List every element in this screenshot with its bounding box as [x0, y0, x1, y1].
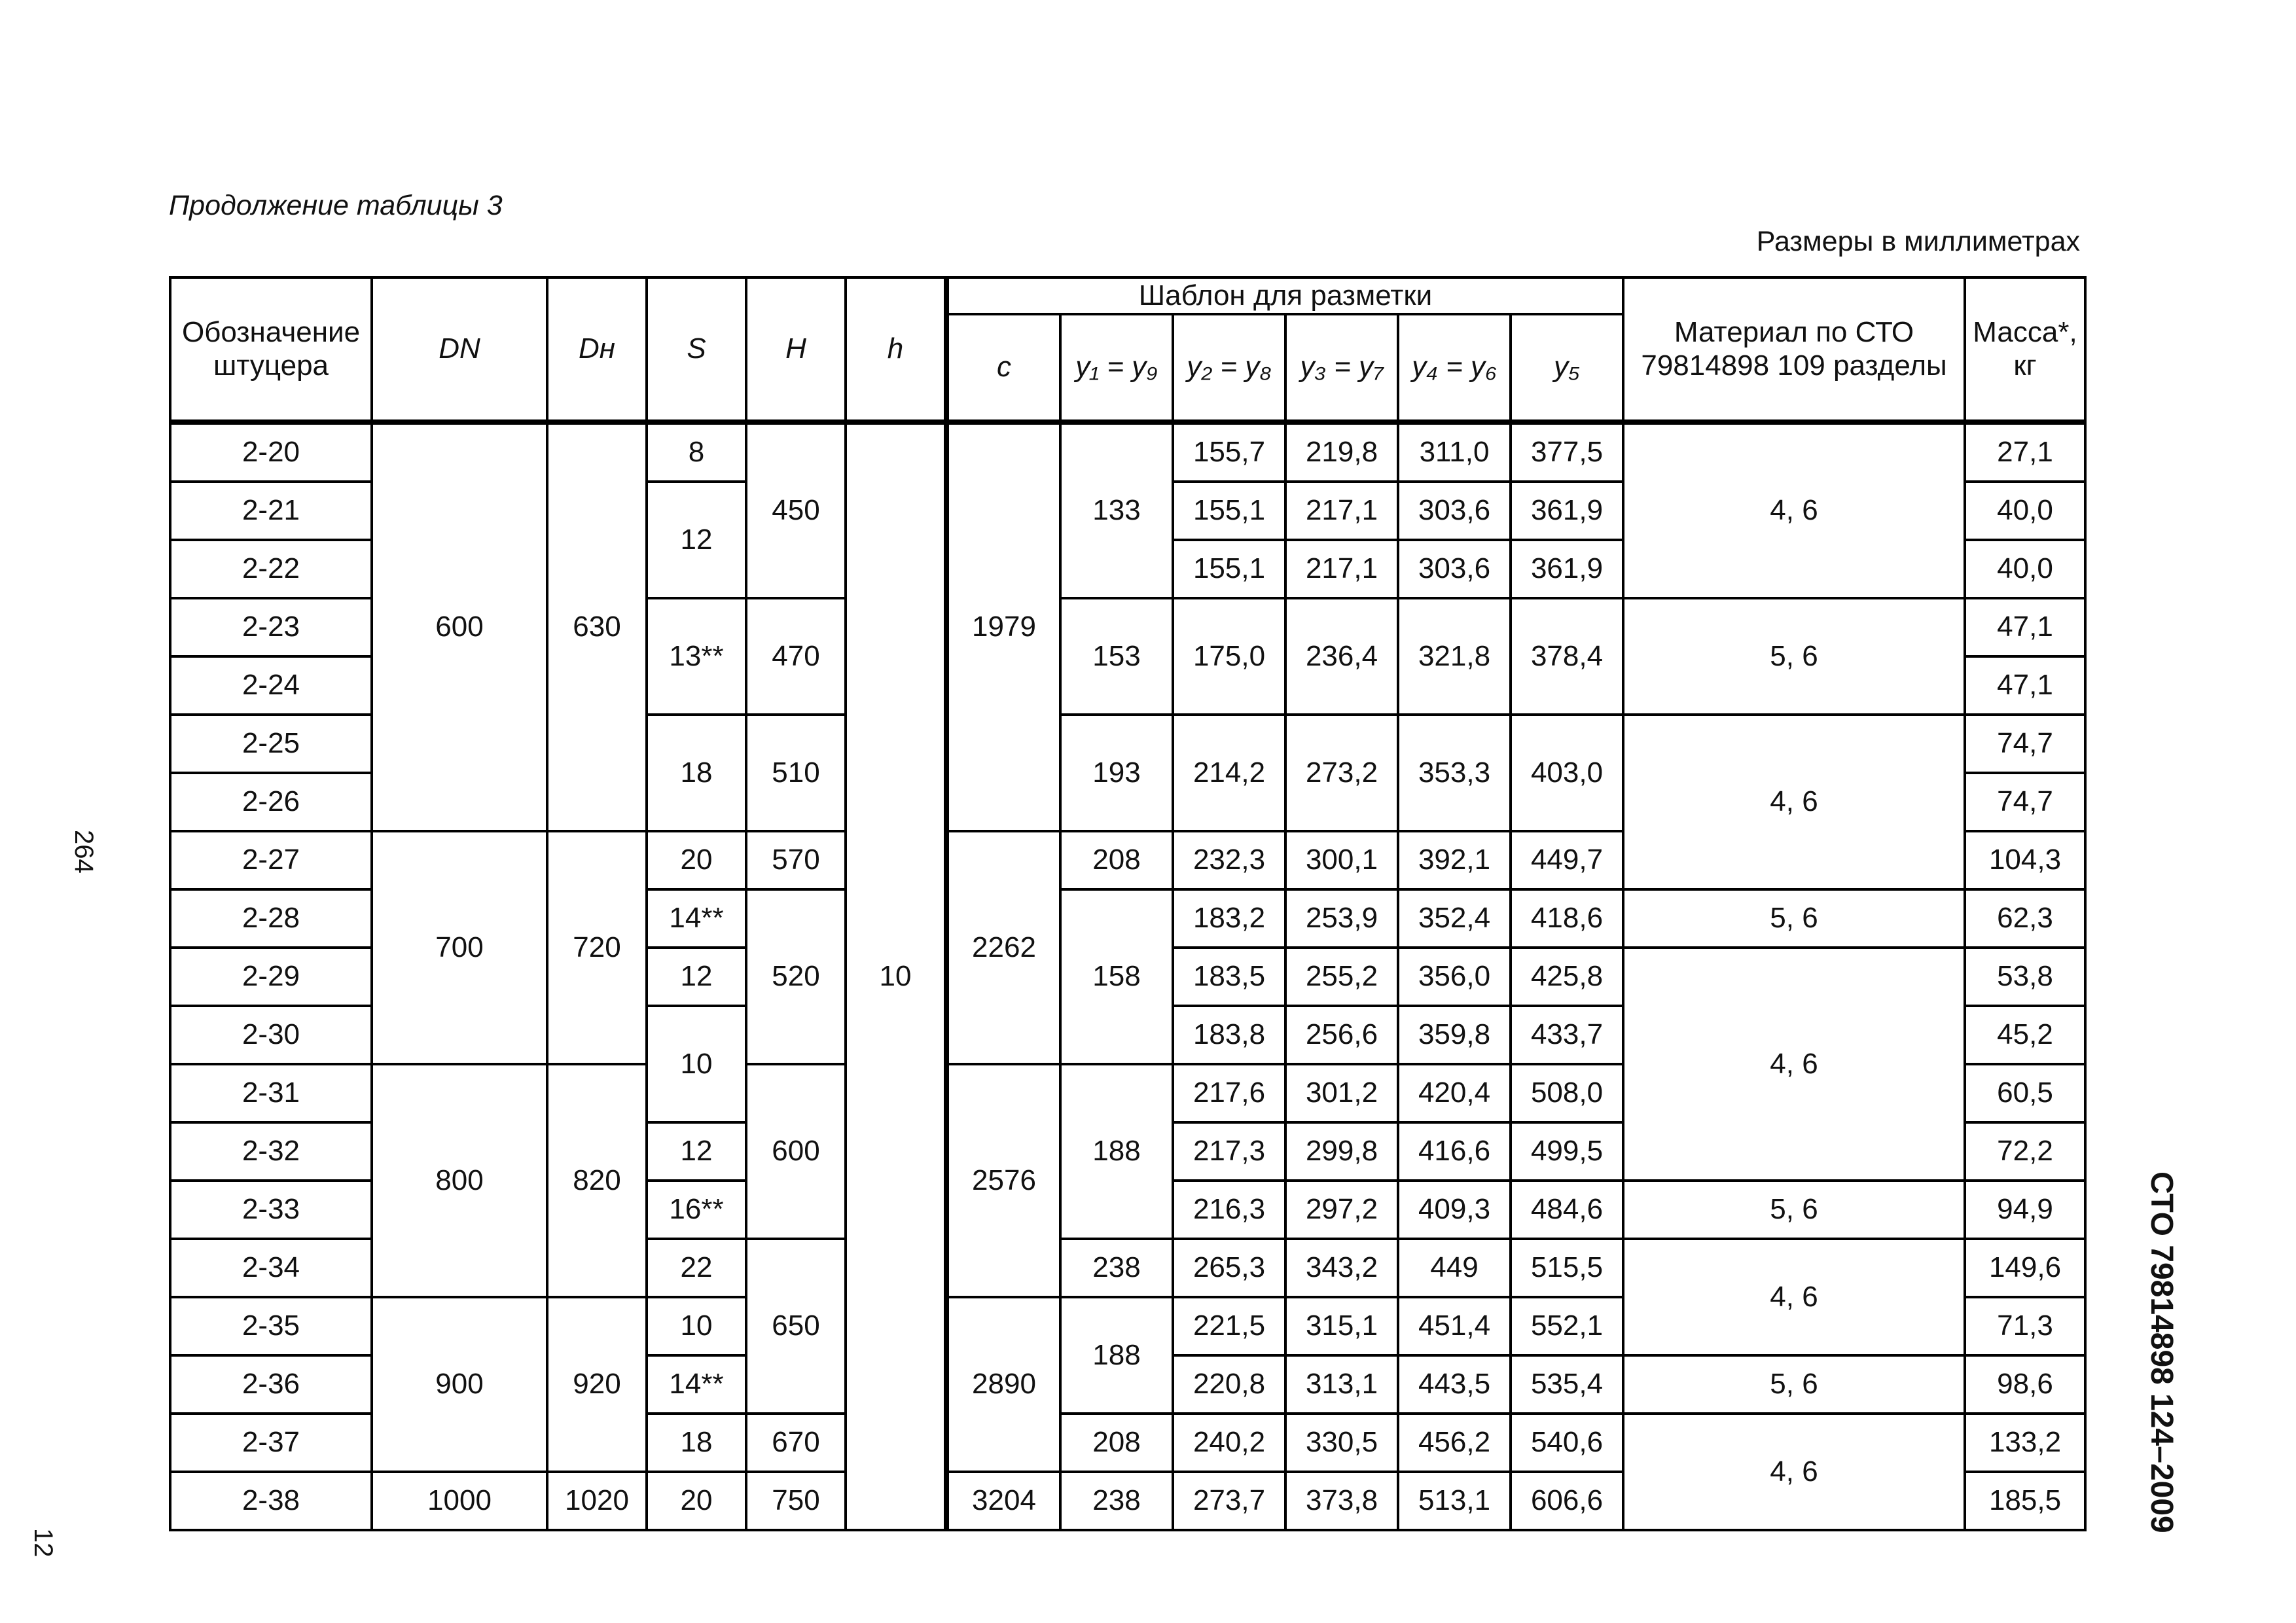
- cell-s: 18: [647, 715, 746, 831]
- cell-material: 5, 6: [1623, 1355, 1965, 1414]
- cell-y2: 155,1: [1173, 540, 1285, 598]
- cell-y5: 484,6: [1511, 1181, 1623, 1239]
- cell-y4: 303,6: [1398, 540, 1511, 598]
- cell-y5: 361,9: [1511, 482, 1623, 540]
- cell-s: 22: [647, 1239, 746, 1297]
- cell-y1: 133: [1060, 422, 1173, 598]
- cell-y2: 232,3: [1173, 831, 1285, 889]
- header-s: S: [647, 277, 746, 422]
- header-h: h: [846, 277, 945, 422]
- cell-y2: 155,7: [1173, 422, 1285, 482]
- cell-y3: 255,2: [1285, 948, 1398, 1006]
- cell-y1: 153: [1060, 598, 1173, 715]
- cell-mass: 27,1: [1965, 422, 2085, 482]
- cell-mass: 40,0: [1965, 482, 2085, 540]
- cell-designation: 2-20: [170, 422, 372, 482]
- cell-dn: 1000: [372, 1472, 547, 1530]
- cell-designation: 2-35: [170, 1297, 372, 1355]
- cell-designation: 2-25: [170, 715, 372, 773]
- cell-material: 4, 6: [1623, 715, 1965, 889]
- cell-y4: 356,0: [1398, 948, 1511, 1006]
- cell-material: 5, 6: [1623, 598, 1965, 715]
- cell-y2: 265,3: [1173, 1239, 1285, 1297]
- cell-mass: 53,8: [1965, 948, 2085, 1006]
- cell-H: 600: [746, 1064, 846, 1239]
- cell-y3: 253,9: [1285, 889, 1398, 948]
- header-c: c: [948, 314, 1060, 422]
- cell-y1: 158: [1060, 889, 1173, 1064]
- cell-H: 570: [746, 831, 846, 889]
- cell-y3: 373,8: [1285, 1472, 1398, 1530]
- cell-mass: 74,7: [1965, 715, 2085, 773]
- cell-h: 10: [846, 422, 945, 1530]
- cell-mass: 71,3: [1965, 1297, 2085, 1355]
- cell-y3: 299,8: [1285, 1122, 1398, 1181]
- cell-y3: 315,1: [1285, 1297, 1398, 1355]
- units-note: Размеры в миллиметрах: [1756, 226, 2080, 257]
- cell-dh: 920: [547, 1297, 647, 1472]
- cell-y3: 273,2: [1285, 715, 1398, 831]
- cell-y4: 451,4: [1398, 1297, 1511, 1355]
- cell-y5: 535,4: [1511, 1355, 1623, 1414]
- header-y2-y8: y₂ = y₈: [1173, 314, 1285, 422]
- cell-y3: 301,2: [1285, 1064, 1398, 1122]
- cell-y3: 217,1: [1285, 540, 1398, 598]
- cell-H: 510: [746, 715, 846, 831]
- cell-y2: 183,2: [1173, 889, 1285, 948]
- cell-mass: 72,2: [1965, 1122, 2085, 1181]
- cell-designation: 2-21: [170, 482, 372, 540]
- header-y5: y₅: [1511, 314, 1623, 422]
- cell-mass: 94,9: [1965, 1181, 2085, 1239]
- cell-H: 450: [746, 422, 846, 598]
- cell-y1: 208: [1060, 831, 1173, 889]
- cell-y2: 155,1: [1173, 482, 1285, 540]
- cell-y1: 238: [1060, 1472, 1173, 1530]
- cell-dh: 820: [547, 1064, 647, 1297]
- cell-y2: 273,7: [1173, 1472, 1285, 1530]
- cell-dn: 600: [372, 422, 547, 831]
- cell-y3: 236,4: [1285, 598, 1398, 715]
- table-row: [170, 422, 2085, 482]
- cell-dh: 720: [547, 831, 647, 1064]
- cell-s: 10: [647, 1006, 746, 1122]
- header-dn: DN: [372, 277, 547, 422]
- cell-y5: 508,0: [1511, 1064, 1623, 1122]
- cell-material: 4, 6: [1623, 1239, 1965, 1355]
- cell-y3: 219,8: [1285, 422, 1398, 482]
- cell-y3: 313,1: [1285, 1355, 1398, 1414]
- cell-y2: 216,3: [1173, 1181, 1285, 1239]
- cell-y2: 183,5: [1173, 948, 1285, 1006]
- cell-designation: 2-27: [170, 831, 372, 889]
- header-material: Материал по СТО 79814898 109 разделы: [1623, 277, 1965, 422]
- cell-y3: 330,5: [1285, 1414, 1398, 1472]
- cell-y3: 217,1: [1285, 482, 1398, 540]
- cell-H: 470: [746, 598, 846, 715]
- cell-y4: 352,4: [1398, 889, 1511, 948]
- cell-y4: 392,1: [1398, 831, 1511, 889]
- page-number: 12: [29, 1528, 58, 1558]
- cell-H: 520: [746, 889, 846, 1064]
- cell-material: 5, 6: [1623, 889, 1965, 948]
- cell-dh: 1020: [547, 1472, 647, 1530]
- cell-s: 20: [647, 1472, 746, 1530]
- cell-mass: 185,5: [1965, 1472, 2085, 1530]
- cell-material: 4, 6: [1623, 422, 1965, 598]
- cell-material: 4, 6: [1623, 1414, 1965, 1530]
- cell-H: 650: [746, 1239, 846, 1414]
- cell-y3: 297,2: [1285, 1181, 1398, 1239]
- cell-y2: 214,2: [1173, 715, 1285, 831]
- cell-s: 10: [647, 1297, 746, 1355]
- cell-dn: 900: [372, 1297, 547, 1472]
- cell-y5: 425,8: [1511, 948, 1623, 1006]
- cell-mass: 74,7: [1965, 773, 2085, 831]
- cell-y2: 217,6: [1173, 1064, 1285, 1122]
- cell-dn: 700: [372, 831, 547, 1064]
- cell-s: 14**: [647, 889, 746, 948]
- cell-y1: 188: [1060, 1297, 1173, 1414]
- cell-y4: 353,3: [1398, 715, 1511, 831]
- cell-y5: 515,5: [1511, 1239, 1623, 1297]
- cell-y3: 300,1: [1285, 831, 1398, 889]
- cell-y4: 456,2: [1398, 1414, 1511, 1472]
- cell-designation: 2-30: [170, 1006, 372, 1064]
- cell-y5: 377,5: [1511, 422, 1623, 482]
- header-designation: Обозначение штуцера: [170, 277, 372, 422]
- cell-s: 8: [647, 422, 746, 482]
- cell-y5: 540,6: [1511, 1414, 1623, 1472]
- cell-s: 13**: [647, 598, 746, 715]
- cell-s: 18: [647, 1414, 746, 1472]
- cell-y1: 193: [1060, 715, 1173, 831]
- cell-mass: 104,3: [1965, 831, 2085, 889]
- cell-y2: 240,2: [1173, 1414, 1285, 1472]
- cell-y3: 343,2: [1285, 1239, 1398, 1297]
- cell-s: 12: [647, 1122, 746, 1181]
- cell-y4: 359,8: [1398, 1006, 1511, 1064]
- cell-c: 3204: [948, 1472, 1060, 1530]
- cell-designation: 2-38: [170, 1472, 372, 1530]
- cell-y2: 220,8: [1173, 1355, 1285, 1414]
- cell-y4: 303,6: [1398, 482, 1511, 540]
- cell-y4: 321,8: [1398, 598, 1511, 715]
- cell-y5: 499,5: [1511, 1122, 1623, 1181]
- cell-y1: 188: [1060, 1064, 1173, 1239]
- cell-mass: 47,1: [1965, 656, 2085, 715]
- cell-s: 20: [647, 831, 746, 889]
- cell-designation: 2-28: [170, 889, 372, 948]
- cell-designation: 2-32: [170, 1122, 372, 1181]
- cell-y4: 443,5: [1398, 1355, 1511, 1414]
- cell-y5: 606,6: [1511, 1472, 1623, 1530]
- cell-y4: 513,1: [1398, 1472, 1511, 1530]
- cell-material: 5, 6: [1623, 1181, 1965, 1239]
- header-H: H: [746, 277, 846, 422]
- cell-c: 2890: [948, 1297, 1060, 1472]
- cell-material: 4, 6: [1623, 948, 1965, 1181]
- cell-y2: 175,0: [1173, 598, 1285, 715]
- cell-c: 2576: [948, 1064, 1060, 1297]
- cell-y5: 403,0: [1511, 715, 1623, 831]
- cell-designation: 2-23: [170, 598, 372, 656]
- header-y4-y6: y₄ = y₆: [1398, 314, 1511, 422]
- cell-mass: 98,6: [1965, 1355, 2085, 1414]
- cell-y4: 311,0: [1398, 422, 1511, 482]
- cell-mass: 40,0: [1965, 540, 2085, 598]
- fitting-dimensions-table: [169, 276, 2087, 1531]
- cell-designation: 2-33: [170, 1181, 372, 1239]
- cell-c: 2262: [948, 831, 1060, 1064]
- header-dh: Dн: [547, 277, 647, 422]
- standard-code: СТО 79814898 124–2009: [2144, 1171, 2179, 1533]
- cell-mass: 133,2: [1965, 1414, 2085, 1472]
- cell-y5: 449,7: [1511, 831, 1623, 889]
- cell-designation: 2-29: [170, 948, 372, 1006]
- cell-dh: 630: [547, 422, 647, 831]
- cell-H: 670: [746, 1414, 846, 1472]
- cell-designation: 2-34: [170, 1239, 372, 1297]
- cell-y4: 416,6: [1398, 1122, 1511, 1181]
- cell-s: 12: [647, 482, 746, 598]
- cell-y1: 238: [1060, 1239, 1173, 1297]
- cell-designation: 2-22: [170, 540, 372, 598]
- cell-H: 750: [746, 1472, 846, 1530]
- cell-designation: 2-37: [170, 1414, 372, 1472]
- cell-mass: 60,5: [1965, 1064, 2085, 1122]
- cell-designation: 2-26: [170, 773, 372, 831]
- cell-designation: 2-24: [170, 656, 372, 715]
- header-y1-y9: y₁ = y₉: [1060, 314, 1173, 422]
- cell-mass: 149,6: [1965, 1239, 2085, 1297]
- cell-c: 1979: [948, 422, 1060, 831]
- cell-y5: 433,7: [1511, 1006, 1623, 1064]
- cell-designation: 2-31: [170, 1064, 372, 1122]
- cell-y3: 256,6: [1285, 1006, 1398, 1064]
- cell-y2: 221,5: [1173, 1297, 1285, 1355]
- cell-mass: 62,3: [1965, 889, 2085, 948]
- header-y3-y7: y₃ = y₇: [1285, 314, 1398, 422]
- cell-y4: 449: [1398, 1239, 1511, 1297]
- cell-s: 12: [647, 948, 746, 1006]
- cell-y5: 378,4: [1511, 598, 1623, 715]
- header-template-group: Шаблон для разметки: [948, 277, 1623, 314]
- cell-y4: 409,3: [1398, 1181, 1511, 1239]
- cell-mass: 45,2: [1965, 1006, 2085, 1064]
- cell-y5: 418,6: [1511, 889, 1623, 948]
- cell-y1: 208: [1060, 1414, 1173, 1472]
- cell-s: 14**: [647, 1355, 746, 1414]
- table-caption: Продолжение таблицы 3: [169, 190, 503, 221]
- cell-mass: 47,1: [1965, 598, 2085, 656]
- cell-y4: 420,4: [1398, 1064, 1511, 1122]
- cell-y2: 183,8: [1173, 1006, 1285, 1064]
- cell-y5: 361,9: [1511, 540, 1623, 598]
- cell-y5: 552,1: [1511, 1297, 1623, 1355]
- cell-dn: 800: [372, 1064, 547, 1297]
- cell-designation: 2-36: [170, 1355, 372, 1414]
- cell-y2: 217,3: [1173, 1122, 1285, 1181]
- cell-s: 16**: [647, 1181, 746, 1239]
- header-mass: Масса*, кг: [1965, 277, 2085, 422]
- side-page-number: 264: [69, 830, 98, 874]
